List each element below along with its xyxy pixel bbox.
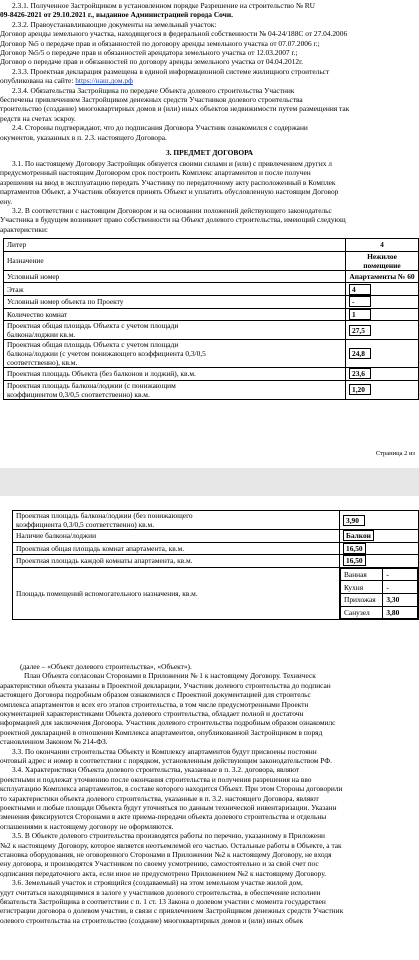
cell-value bbox=[340, 567, 419, 619]
aux-name: Прихожая bbox=[341, 593, 383, 606]
table-row bbox=[4, 295, 419, 308]
cell-label bbox=[4, 321, 346, 340]
paragraph-line: 2.3.3. Проектная декларация размещена в единой информационной системе жилищного строительст bbox=[12, 66, 330, 76]
paragraph-line: зменения фиксируются Сторонами в акте приема-передачи объекта долевого строительства и отдельны bbox=[0, 812, 327, 822]
cell-line: Проектная площадь Объекта (без балконов и лоджий), кв.м. bbox=[7, 369, 196, 379]
table-row bbox=[4, 321, 419, 340]
cell-label: Назначение bbox=[4, 251, 346, 270]
table-row bbox=[4, 340, 419, 368]
paragraph-line: азрешения на ввод в эксплуатацию передать Участнику по передаточному акту расположенный в Комплек bbox=[0, 177, 336, 187]
paragraph-line: оглашениями к настоящему договору не оформляются. bbox=[0, 821, 174, 831]
aux-row bbox=[341, 606, 418, 619]
paragraph-line: 2.3.2. Правоустанавливающие документы на земельный участок: bbox=[12, 19, 217, 29]
aux-value: - bbox=[383, 581, 418, 594]
table-row bbox=[13, 542, 419, 555]
paragraph-line: Участника в будущем возникнет право собственности на Объект долевого строительства, имеющий следующ bbox=[0, 215, 346, 225]
characteristics-table-continued bbox=[12, 510, 419, 620]
paragraph-line: Договор №5/5 о передаче прав и обязанностей арендатора земельного участка от 12.03.2007 г.; bbox=[0, 48, 298, 57]
cell-value bbox=[340, 555, 419, 568]
cell-value bbox=[340, 542, 419, 555]
table-row bbox=[13, 530, 419, 543]
cell-value: Апартаменты № 60 bbox=[346, 270, 419, 283]
paragraph-line: Договор №5 о передаче прав и обязанностей по договору аренды земельного участка от 07.07.2006 г.; bbox=[0, 38, 320, 48]
cell-value bbox=[346, 368, 419, 381]
cell-line: коэффициентом 0,3/0,5 соответственно) кв.м. bbox=[7, 389, 150, 399]
value-box: 27,5 bbox=[349, 325, 371, 336]
aux-value: 3,80 bbox=[383, 606, 418, 619]
value-box: 3,90 bbox=[343, 515, 365, 526]
paragraph-line: беспечены привлечением Застройщиком денежных средств Участников долевого строительства bbox=[0, 95, 303, 104]
cell-label bbox=[4, 340, 346, 368]
cell-value bbox=[340, 511, 419, 530]
aux-row bbox=[341, 568, 418, 581]
paragraph-line: редств на счетах эскроу. bbox=[0, 113, 76, 123]
cell-value bbox=[346, 321, 419, 340]
section-title: 3. ПРЕДМЕТ ДОГОВОРА bbox=[165, 148, 254, 157]
value-box: 4 bbox=[349, 284, 371, 295]
paragraph-line: нформацией для заключения Договора. Участник долевого строительства подробным образом ознакомилс bbox=[0, 718, 336, 728]
paragraph-line: 3.6. Земельный участок и строящийся (создаваемый) на этом земельном участке жилой дом, bbox=[12, 878, 303, 888]
value-box: 23,6 bbox=[349, 368, 371, 379]
document-page-2 bbox=[0, 496, 419, 960]
paragraph-line: Договор аренды земельного участка, находящегося в федеральной собственности № 04-24/188С от 27.04.2006 bbox=[0, 29, 348, 39]
cell-value bbox=[346, 340, 419, 368]
cell-line: балкона/лоджии кв.м. bbox=[7, 330, 76, 340]
paragraph-line: 2.4. Стороны подтверждают, что до подписания Договора Участник ознакомился с содержани bbox=[12, 123, 308, 133]
table-row bbox=[4, 239, 419, 252]
table-row bbox=[13, 567, 419, 619]
table-row bbox=[4, 380, 419, 399]
cell-line: Проектная общая площадь комнат апартамента, кв.м. bbox=[16, 543, 185, 553]
cell-label bbox=[13, 511, 340, 530]
cell-line: Проектная площадь каждой комнаты апартамента, кв.м. bbox=[16, 556, 193, 566]
aux-value: - bbox=[383, 568, 418, 581]
aux-row bbox=[341, 593, 418, 606]
paragraph-line: егистрации договора о долевом участии, в связи с привлечением Застройщиком денежных средств Участник bbox=[0, 906, 344, 916]
paragraph-line: ену. bbox=[0, 196, 13, 206]
paragraph-line: 2.3.1. Полученное Застройщиком в установленном порядке Разрешение на строительство № RU bbox=[12, 1, 315, 10]
value-box: 16,50 bbox=[343, 543, 366, 554]
cell-label bbox=[4, 368, 346, 381]
cell-value bbox=[340, 530, 419, 543]
cell-label: Условный номер bbox=[4, 270, 346, 283]
cell-label: Площадь помещений вспомогательного назначения, кв.м. bbox=[13, 567, 340, 619]
paragraph-line: очтовый адрес и номер в соответствии с порядком, установленным действующим законодательством РФ. bbox=[0, 756, 332, 765]
page-gap bbox=[0, 468, 419, 496]
cell-line: Проектная площадь балкона/лоджии (без понижающего bbox=[16, 511, 193, 520]
value-box: 1,20 bbox=[349, 384, 371, 395]
cell-value bbox=[346, 380, 419, 399]
paragraph-line: План Объекта согласован Сторонами в Приложении № 1 к настоящему Договору. Техническ bbox=[24, 671, 316, 681]
paragraph-line: олевого строительства на строительство (создание) многоквартирных домов и (или) иных объек bbox=[0, 915, 304, 925]
cell-label: Количество комнат bbox=[4, 308, 346, 321]
paragraph-line: арактеристики: bbox=[0, 224, 48, 234]
paragraph-line: окументацией характеристиками Объекта долевого строительства, обладает полной и достаточн bbox=[0, 709, 304, 718]
cell-label bbox=[4, 380, 346, 399]
paragraph-line: одписания передаточного акта, если иное не предусмотрено Приложением №2 к настоящему Договору. bbox=[0, 868, 326, 878]
site-prefix: опубликована на сайте: bbox=[0, 76, 76, 86]
aux-name: Санузел bbox=[341, 606, 383, 619]
cell-value bbox=[346, 295, 419, 308]
cell-label bbox=[13, 530, 340, 543]
cell-label bbox=[13, 555, 340, 568]
value-box: 24,8 bbox=[349, 348, 371, 359]
table-row bbox=[4, 270, 419, 283]
paragraph-line: удут считаться находящимися в залоге у участников долевого строительства, в обеспечение исполнен bbox=[0, 887, 321, 897]
paragraph-line: ксплуатацию Комплекса апартаментов, в составе которого находится Объект. При этом Стороны договорили bbox=[0, 784, 343, 794]
cell-label bbox=[13, 542, 340, 555]
table-row bbox=[13, 555, 419, 568]
cell-value: 4 bbox=[346, 239, 419, 252]
cell-line: соответственно), кв.м. bbox=[7, 358, 78, 368]
cell-label: Этаж bbox=[4, 283, 346, 296]
paragraph-line: (далее – «Объект долевого строительства», «Объект»). bbox=[20, 662, 192, 671]
cell-label: Условный номер объекта по Проекту bbox=[4, 295, 346, 308]
cell-line: Проектная общая площадь Объекта с учетом площади bbox=[7, 321, 179, 331]
paragraph-line: роектными и любые площади Объекта будут уточняться по данным технической инвентаризации. Указанн bbox=[0, 803, 337, 812]
paragraph-line: становленном Законом № 214-ФЗ. bbox=[0, 737, 108, 747]
cell-line: Проектная общая площадь Объекта с учетом площади bbox=[7, 340, 179, 350]
aux-rooms-table bbox=[340, 568, 418, 619]
paragraph-line: ену договора, и производятся Участником по своему усмотрению, самостоятельно и за свой счет пос bbox=[0, 859, 319, 869]
table-row bbox=[4, 283, 419, 296]
value-box: 16,50 bbox=[343, 555, 366, 566]
paragraph-line: предусмотренный настоящим Договором срок построить Комплекс апартаментов и после получен bbox=[0, 168, 311, 178]
document-page-1 bbox=[0, 0, 419, 468]
cell-line: балкона/лоджии (с учетом понижающего коэффициента 0,3/0,5 bbox=[7, 349, 206, 359]
paragraph-line: троительство (создание) многоквартирных домов и (или) иных объектов недвижимости путем размещения так bbox=[0, 104, 350, 114]
site-line bbox=[0, 76, 133, 85]
paragraph-line: партаментов Объект, а Участник обязуется принять Объект и уплатить обусловленную настоящим Договор bbox=[0, 187, 339, 197]
cell-value: Нежилое помещение bbox=[346, 251, 419, 270]
value-box: 1 bbox=[349, 309, 371, 320]
aux-name: Ванная bbox=[341, 568, 383, 581]
paragraph-line: 3.1. По настоящему Договору Застройщик обязуется своими силами и (или) с привлечением других л bbox=[12, 159, 332, 168]
aux-row bbox=[341, 581, 418, 594]
paragraph-line: становка оборудования, не оговоренного Сторонами в Приложении №2 к настоящему Договору, не входя bbox=[0, 850, 332, 859]
value-box: - bbox=[349, 296, 371, 307]
value-box: Балкон bbox=[343, 530, 374, 541]
characteristics-table bbox=[3, 238, 419, 400]
table-row bbox=[4, 251, 419, 270]
aux-value: 3,30 bbox=[383, 593, 418, 606]
paragraph-line: бязательств Застройщика в соответствии с п. 1 ст. 13 Закона о долевом участии с момента государствен bbox=[0, 897, 326, 906]
paragraph-line: 09-8426-2021 от 29.10.2021 г., выданное Администрацией города Сочи. bbox=[0, 10, 233, 20]
paragraph-line: 3.4. Характеристики Объекта долевого строительства, указанные в п. 3.2. договора, являют bbox=[12, 765, 300, 775]
aux-name: Кухня bbox=[341, 581, 383, 594]
paragraph-line: окументов, указанных в п. 2.3. настоящего Договора. bbox=[0, 132, 167, 142]
paragraph-line: роектной декларацией в отношении Комплекса апартаментов, опубликованной Застройщиком в поряд bbox=[0, 727, 323, 737]
cell-line: Наличие балкона/лоджии bbox=[16, 531, 97, 541]
page-number: Страница 2 из bbox=[375, 450, 415, 457]
cell-value bbox=[346, 308, 419, 321]
cell-label: Литер bbox=[4, 239, 346, 252]
paragraph-line: 3.3. По окончании строительства Объекту и Комплексу апартаментов будут присвоены постоянн bbox=[12, 746, 317, 756]
table-row bbox=[4, 308, 419, 321]
paragraph-line: то характеристики объекта долевого строительства, указанные в п. 3.2. настоящего Договора, являют bbox=[0, 793, 319, 803]
paragraph-line: арактеристики объекта указаны в Проектной декларации, Участник долевого строительства до подписан bbox=[0, 680, 331, 690]
paragraph-line: №2 к настоящему Договору, которое является неотъемлемой его частью. Остальные работы в Объекте, а так bbox=[0, 840, 342, 850]
table-row bbox=[4, 368, 419, 381]
paragraph-line: 2.3.4. Обязательства Застройщика по передаче Объекта долевого строительства Участник bbox=[12, 85, 295, 95]
paragraph-line: астоящего Договора подробным образом ознакомился с Проектной документацией для строительс bbox=[0, 690, 311, 700]
paragraph-line: 3.2. В соответствии с настоящим Договором и на основании положений действующего законодательс bbox=[12, 206, 332, 215]
cell-value bbox=[346, 283, 419, 296]
paragraph-line: 3.5. В Объекте долевого строительства производятся работы по перечню, указанному в Приложени bbox=[12, 831, 325, 841]
paragraph-line: роектными и подлежат уточнению после окончания строительства и получения разрешения на вво bbox=[0, 774, 312, 784]
table-row bbox=[13, 511, 419, 530]
paragraph-line: Договор о передаче прав и обязанностей по договору аренды земельного участка от 04.04.2012г. bbox=[0, 57, 304, 67]
site-link[interactable]: https://наш.дом.рф bbox=[75, 76, 133, 86]
paragraph-line: омплекса апартаментов и всех его этапов строительства, в том числе предусмотренными Проектн bbox=[0, 699, 309, 709]
cell-line: коэффициента 0,3/0,5 соответственно) кв.м. bbox=[16, 520, 155, 529]
cell-line: Проектная площадь балкона/лоджии (с понижающим bbox=[7, 380, 176, 390]
